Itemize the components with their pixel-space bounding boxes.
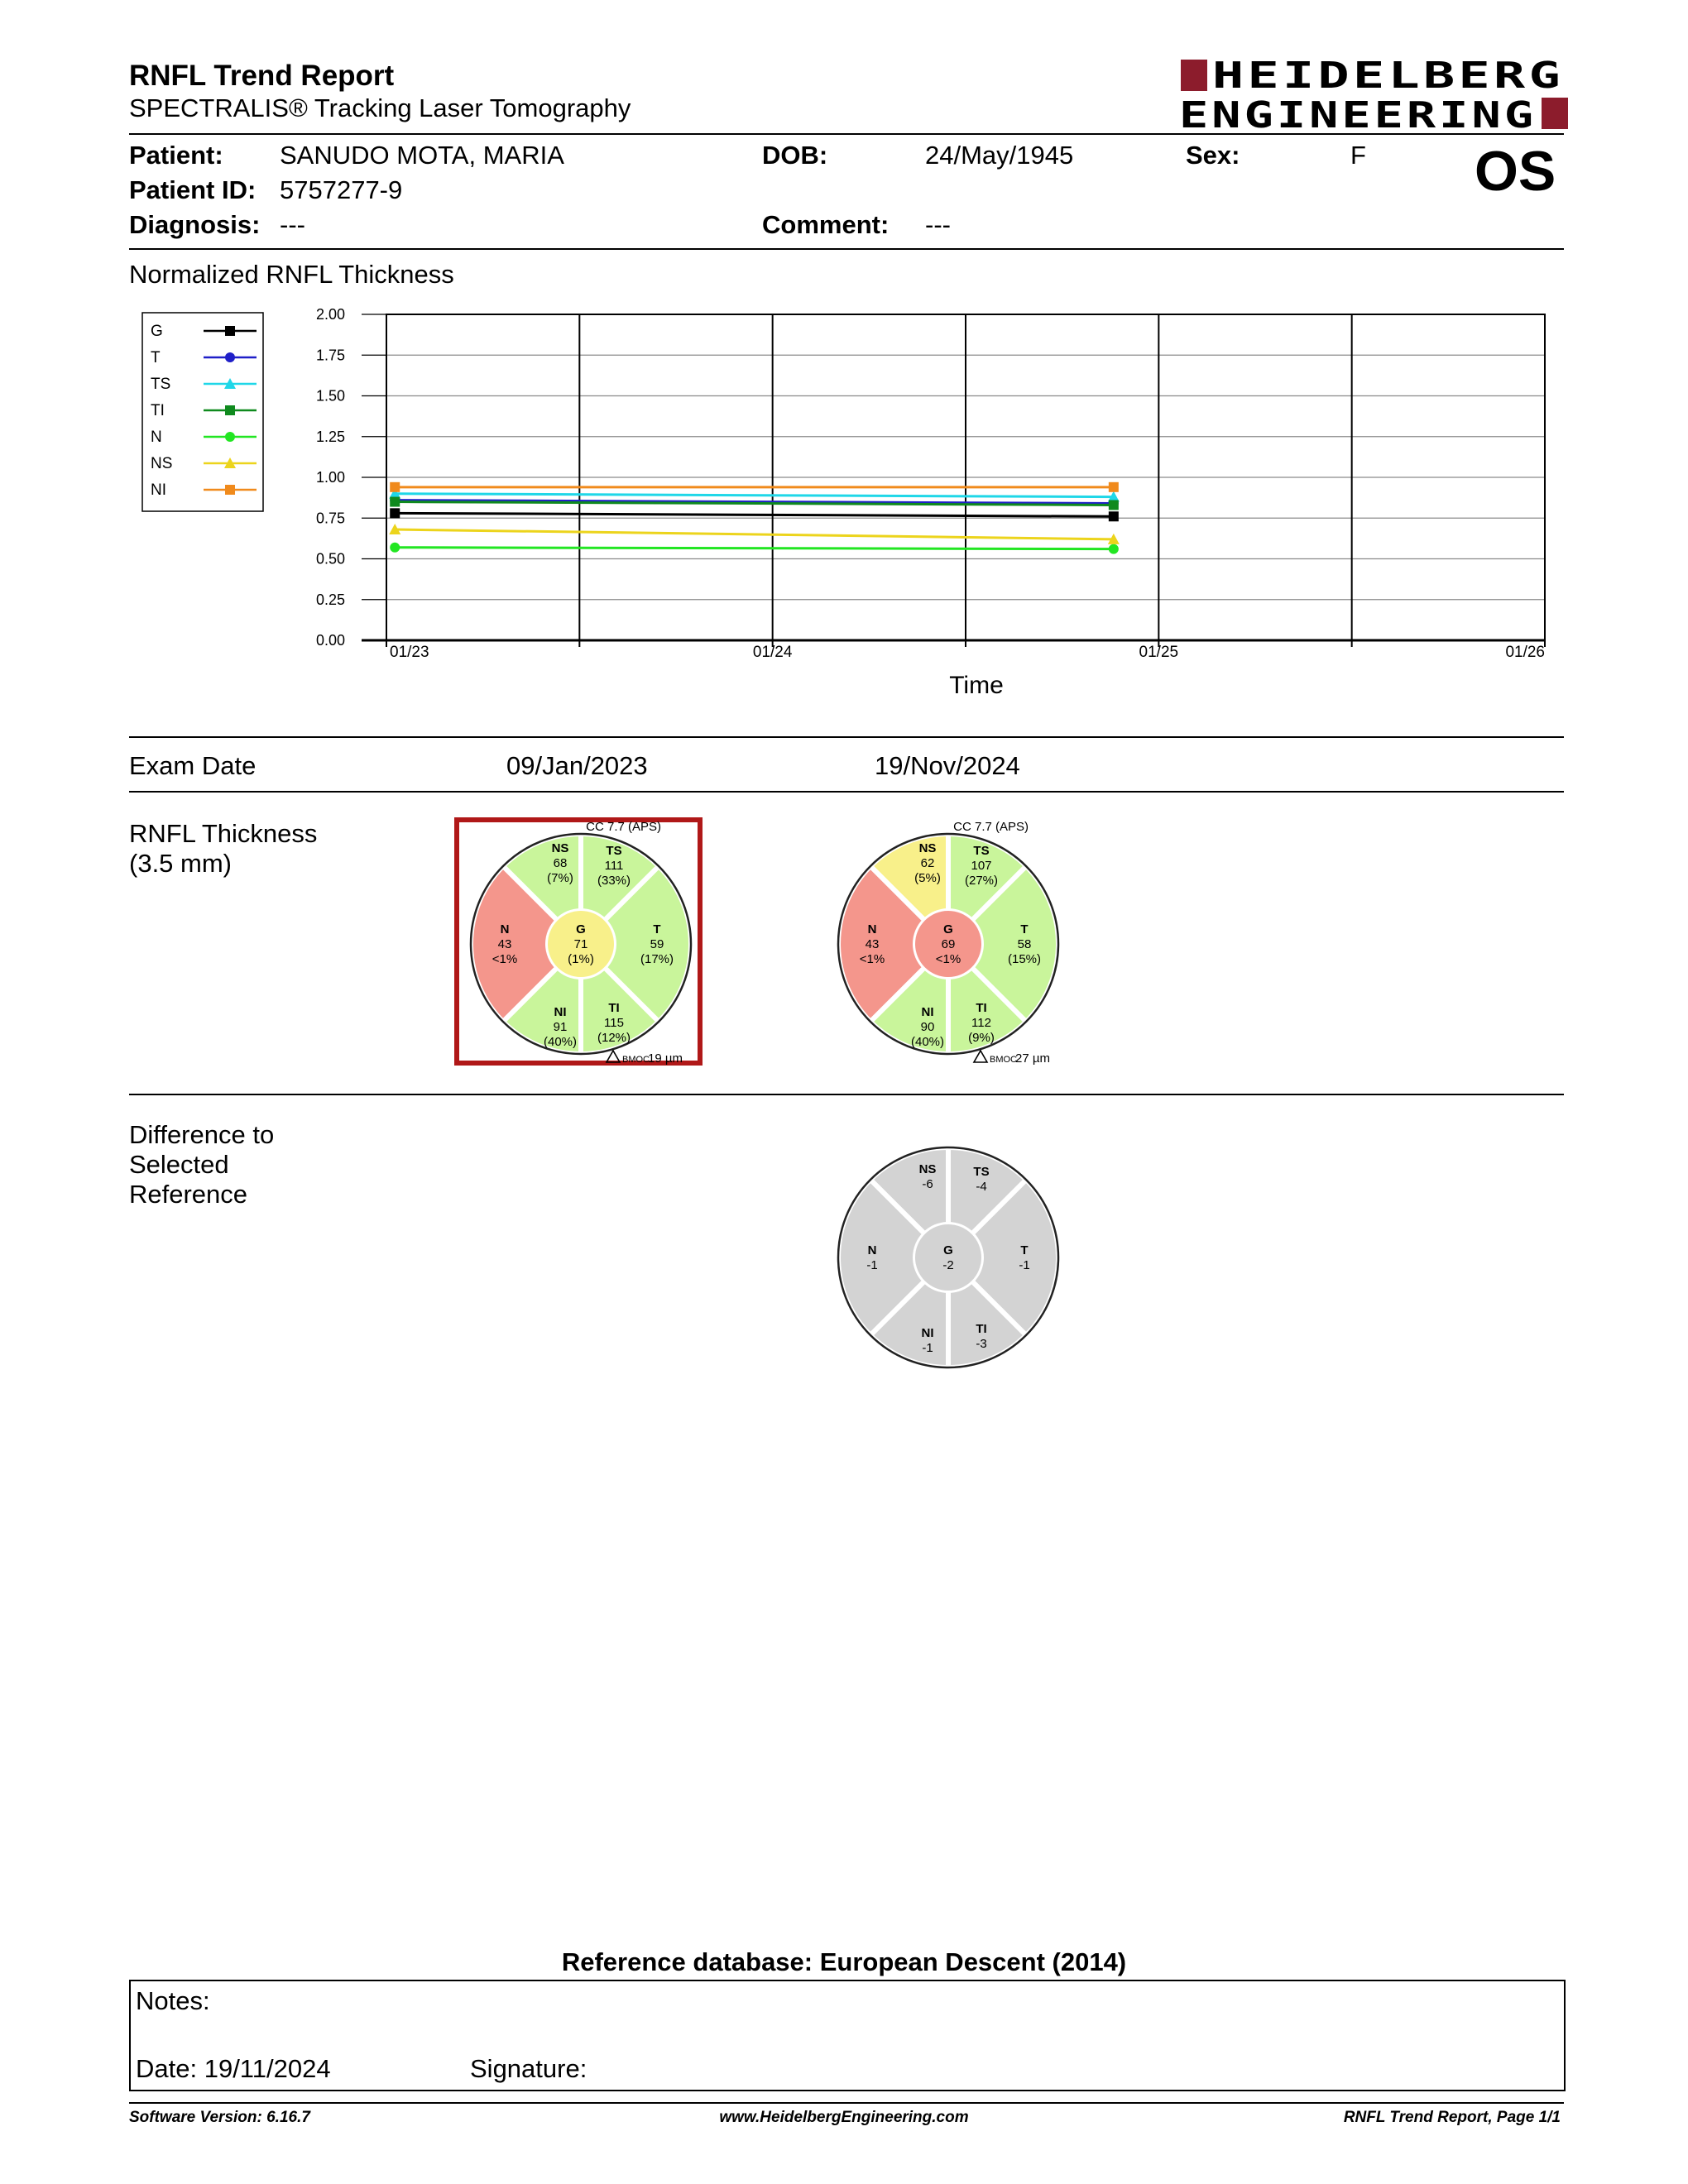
sector-text-t: 59 bbox=[650, 937, 664, 951]
sex-value: F bbox=[1350, 141, 1366, 170]
data-point-g bbox=[390, 508, 400, 518]
patient-divider bbox=[129, 248, 1564, 250]
legend-marker-n bbox=[225, 432, 235, 442]
sector-text-ns: (7%) bbox=[547, 871, 573, 885]
sector-text-ts: (27%) bbox=[964, 874, 999, 888]
difference-label-1: Difference to bbox=[129, 1120, 275, 1149]
sector-text-ns: 62 bbox=[920, 856, 935, 870]
x-tick-label: 01/24 bbox=[752, 644, 793, 661]
legend-label-g: G bbox=[151, 323, 163, 340]
sector-text-ti: (9%) bbox=[968, 1031, 995, 1045]
website: www.HeidelbergEngineering.com bbox=[719, 2109, 969, 2126]
sector-text-ni: (40%) bbox=[543, 1035, 578, 1049]
sector-text-ti: -3 bbox=[976, 1337, 987, 1351]
diagnosis-label: Diagnosis: bbox=[129, 210, 261, 239]
bmo-value: 19 µm bbox=[648, 1051, 683, 1066]
sector-text-ts: 107 bbox=[971, 859, 992, 873]
sector-text-g: G bbox=[943, 922, 953, 936]
bmo-label: BMOC bbox=[622, 1055, 650, 1065]
sector-text-n: <1% bbox=[492, 952, 518, 966]
sector-text-ti: 115 bbox=[604, 1016, 624, 1030]
sector-text-ts: TS bbox=[973, 844, 990, 858]
sector-text-t: T bbox=[1020, 1243, 1029, 1257]
difference-label-2: Selected bbox=[129, 1150, 229, 1179]
dob-label: DOB: bbox=[762, 141, 828, 170]
sector-text-ni: -1 bbox=[922, 1341, 933, 1355]
data-point-n bbox=[1109, 544, 1119, 554]
sector-text-ns: NS bbox=[918, 1162, 937, 1176]
comment-label: Comment: bbox=[762, 210, 890, 239]
data-point-g bbox=[1109, 511, 1119, 521]
footer-divider bbox=[129, 2102, 1564, 2104]
sector-text-t: (17%) bbox=[640, 952, 674, 966]
legend-label-t: T bbox=[151, 349, 161, 366]
sector-text-g: G bbox=[576, 922, 586, 936]
series-line-ts bbox=[395, 494, 1114, 497]
legend-label-ti: TI bbox=[151, 402, 165, 419]
legend-marker-ti bbox=[225, 405, 235, 415]
rnfl-circle-exam-1[interactable] bbox=[454, 817, 707, 1070]
data-point-ti bbox=[390, 497, 400, 507]
series-line-ns bbox=[395, 529, 1114, 539]
x-tick-label: 01/23 bbox=[390, 644, 429, 661]
sector-text-ts: -4 bbox=[976, 1180, 987, 1194]
chart-divider bbox=[129, 736, 1564, 738]
sector-text-g: -2 bbox=[942, 1258, 954, 1272]
rnfl-circle-exam-2[interactable] bbox=[822, 817, 1075, 1070]
sector-text-t: -1 bbox=[1019, 1258, 1030, 1272]
sector-text-ts: TS bbox=[606, 844, 622, 858]
sector-text-ts: 111 bbox=[604, 859, 624, 873]
sector-text-ti: TI bbox=[608, 1001, 620, 1015]
diagnosis-value: --- bbox=[280, 210, 305, 239]
trend-chart bbox=[124, 294, 1564, 707]
data-point-ni bbox=[1109, 482, 1119, 492]
y-tick-label: 0.00 bbox=[315, 632, 345, 649]
sector-text-ti: (12%) bbox=[597, 1031, 631, 1045]
legend-label-ts: TS bbox=[151, 376, 171, 393]
sector-text-ti: 112 bbox=[971, 1016, 991, 1030]
y-tick-label: 0.50 bbox=[315, 550, 345, 568]
cc-label: CC 7.7 (APS) bbox=[953, 820, 1029, 834]
y-tick-label: 1.50 bbox=[315, 387, 345, 405]
legend-label-ns: NS bbox=[151, 455, 173, 472]
sector-text-ni: NI bbox=[921, 1005, 934, 1019]
legend-marker-t bbox=[225, 352, 235, 362]
sex-label: Sex: bbox=[1186, 141, 1240, 170]
y-tick-label: 1.25 bbox=[315, 428, 345, 445]
sector-text-g: (1%) bbox=[568, 952, 594, 966]
patient-label: Patient: bbox=[129, 141, 223, 170]
exam-date-label: Exam Date bbox=[129, 751, 257, 780]
sector-text-t: (15%) bbox=[1007, 952, 1042, 966]
dob-value: 24/May/1945 bbox=[925, 141, 1074, 170]
data-point-ni bbox=[390, 482, 400, 492]
sector-text-ni: NI bbox=[554, 1005, 567, 1019]
sector-text-t: T bbox=[653, 922, 661, 936]
exam-date-1: 09/Jan/2023 bbox=[506, 751, 648, 780]
software-version: Software Version: 6.16.7 bbox=[129, 2109, 310, 2126]
header-divider bbox=[129, 133, 1564, 135]
chart-grid bbox=[316, 306, 1545, 661]
notes-box[interactable] bbox=[129, 1980, 1566, 2091]
cc-label: CC 7.7 (APS) bbox=[586, 820, 661, 834]
sector-text-n: -1 bbox=[866, 1258, 878, 1272]
y-tick-label: 2.00 bbox=[315, 306, 345, 323]
exam-date-divider bbox=[129, 791, 1564, 793]
sector-text-n: <1% bbox=[859, 952, 885, 966]
sector-text-g: 71 bbox=[573, 937, 588, 951]
y-tick-label: 1.75 bbox=[315, 347, 345, 364]
x-tick-label: 01/25 bbox=[1139, 644, 1179, 661]
signature-label: Signature: bbox=[470, 2054, 587, 2083]
sector-text-n: N bbox=[867, 922, 877, 936]
bmo-label: BMOC bbox=[990, 1055, 1017, 1065]
eye-label: OS bbox=[1475, 140, 1556, 203]
legend-marker-g bbox=[225, 326, 235, 336]
sector-text-g: G bbox=[943, 1243, 953, 1257]
page-number: RNFL Trend Report, Page 1/1 bbox=[1343, 2109, 1561, 2126]
sector-text-ns: (5%) bbox=[914, 871, 941, 885]
sector-g bbox=[915, 1224, 981, 1291]
legend-marker-ni bbox=[225, 485, 235, 495]
x-tick-label: 01/26 bbox=[1505, 644, 1545, 661]
notes-label: Notes: bbox=[136, 1986, 210, 2015]
y-tick-label: 0.25 bbox=[315, 591, 345, 608]
patient-id-label: Patient ID: bbox=[129, 175, 257, 204]
legend-label-ni: NI bbox=[151, 481, 166, 499]
logo-line1: HEIDELBERG bbox=[1212, 58, 1564, 97]
difference-circle bbox=[822, 1131, 1075, 1384]
sector-text-n: 43 bbox=[497, 937, 512, 951]
sector-text-ni: NI bbox=[921, 1326, 934, 1340]
exam-date-2: 19/Nov/2024 bbox=[875, 751, 1020, 780]
x-axis-title: Time bbox=[949, 672, 1004, 699]
sector-text-ni: 90 bbox=[920, 1020, 935, 1034]
sector-text-g: <1% bbox=[935, 952, 961, 966]
difference-label-3: Reference bbox=[129, 1180, 248, 1209]
chart-legend bbox=[142, 313, 263, 511]
reference-database: Reference database: European Descent (2014) bbox=[561, 1947, 1127, 1976]
trend-section-title: Normalized RNFL Thickness bbox=[129, 260, 454, 289]
sector-text-ni: (40%) bbox=[910, 1035, 945, 1049]
legend-label-n: N bbox=[151, 429, 162, 446]
date-label: Date: 19/11/2024 bbox=[136, 2054, 331, 2083]
sector-text-ts: TS bbox=[973, 1165, 990, 1179]
report-title: RNFL Trend Report bbox=[129, 60, 395, 92]
sector-text-ti: TI bbox=[976, 1322, 987, 1336]
y-tick-label: 0.75 bbox=[315, 510, 345, 527]
series-line-n bbox=[395, 548, 1114, 549]
sector-text-t: 58 bbox=[1017, 937, 1032, 951]
thickness-divider bbox=[129, 1094, 1564, 1095]
sector-text-ts: (33%) bbox=[597, 874, 631, 888]
comment-value: --- bbox=[925, 210, 951, 239]
series-line-g bbox=[395, 513, 1114, 516]
sector-text-ns: NS bbox=[918, 841, 937, 855]
report-subtitle: SPECTRALIS® Tracking Laser Tomography bbox=[129, 93, 631, 122]
sector-text-ti: TI bbox=[976, 1001, 987, 1015]
patient-id-value: 5757277-9 bbox=[280, 175, 403, 204]
data-point-n bbox=[390, 543, 400, 553]
sector-text-ns: 68 bbox=[553, 856, 568, 870]
sector-text-ns: -6 bbox=[922, 1177, 933, 1191]
y-tick-label: 1.00 bbox=[315, 469, 345, 486]
sector-text-ns: NS bbox=[551, 841, 569, 855]
heidelberg-logo bbox=[1179, 58, 1568, 131]
sector-text-n: N bbox=[867, 1243, 877, 1257]
patient-name: SANUDO MOTA, MARIA bbox=[280, 141, 564, 170]
data-point-ti bbox=[1109, 500, 1119, 510]
rnfl-diameter-label: (3.5 mm) bbox=[129, 849, 232, 878]
sector-text-ni: 91 bbox=[553, 1020, 568, 1034]
sector-text-n: 43 bbox=[865, 937, 880, 951]
sector-text-n: N bbox=[500, 922, 510, 936]
sector-text-t: T bbox=[1020, 922, 1029, 936]
rnfl-thickness-label: RNFL Thickness bbox=[129, 819, 318, 848]
logo-line2: ENGINEERING bbox=[1179, 94, 1537, 131]
bmo-value: 27 µm bbox=[1015, 1051, 1050, 1066]
sector-text-g: 69 bbox=[941, 937, 956, 951]
